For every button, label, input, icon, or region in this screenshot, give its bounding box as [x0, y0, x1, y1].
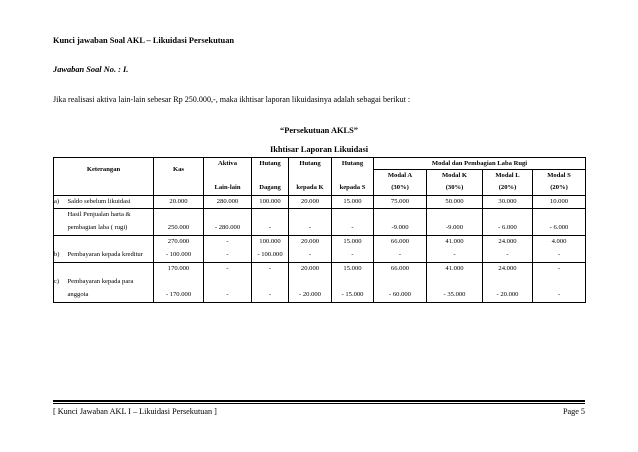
cell-hk	[289, 276, 332, 289]
cell-ma	[374, 209, 427, 222]
table-row	[54, 263, 586, 276]
row-description: anggota	[68, 289, 154, 303]
cell-ml: 24.000	[483, 263, 533, 276]
header-hutang-dagang-sub: Dagang	[252, 182, 289, 196]
report-company-title: “Persekutuan AKLS”	[280, 126, 358, 135]
cell-hd: -	[252, 222, 289, 236]
cell-mk: -9.000	[427, 222, 483, 236]
cell-kas: - 170.000	[154, 289, 204, 303]
cell-mk: 41.000	[427, 263, 483, 276]
cell-aktiva: -	[204, 289, 252, 303]
header-modal-s-pct: (20%)	[533, 182, 586, 196]
header-hutang-s-sub: kepada S	[332, 182, 374, 196]
cell-ms: - 6.000	[533, 222, 586, 236]
cell-hs: 15.000	[332, 196, 374, 209]
table-row	[54, 222, 586, 236]
cell-ms	[533, 276, 586, 289]
row-description: Hasil Penjualan harta &	[67, 211, 131, 219]
cell-hk: -	[289, 222, 332, 236]
header-aktiva-2	[204, 170, 252, 182]
footer-divider-thin	[53, 403, 585, 404]
cell-kas: 270.000	[154, 236, 204, 249]
row-label	[54, 209, 68, 222]
cell-hd: -	[252, 263, 289, 276]
header-hutang-k-sub: kepada K	[289, 182, 332, 196]
cell-hs: - 15.000	[332, 289, 374, 303]
cell-ms	[533, 209, 586, 222]
table-row	[54, 289, 586, 303]
header-modal-group: Modal dan Pembagian Laba Rugi	[374, 158, 586, 170]
cell-hk	[289, 209, 332, 222]
row-description: pembagian laba ( rugi)	[68, 222, 154, 236]
row-label	[54, 222, 68, 236]
cell-hk: 20.000	[289, 263, 332, 276]
row-label: b)	[54, 249, 68, 263]
cell-ml	[483, 276, 533, 289]
row-description: Pembayaran kepada kreditur	[68, 249, 154, 263]
question-subtitle: Jawaban Soal No. : I.	[53, 65, 129, 74]
cell-hk: 20.000	[289, 236, 332, 249]
cell-hs	[332, 276, 374, 289]
row-label	[54, 289, 68, 303]
cell-aktiva: -	[204, 236, 252, 249]
cell-kas: 250.000	[154, 222, 204, 236]
cell-kas	[154, 209, 204, 222]
cell-hs: 15.000	[332, 236, 374, 249]
header-modal-l-pct: (20%)	[483, 182, 533, 196]
cell-hd: -	[252, 289, 289, 303]
cell-aktiva	[204, 276, 252, 289]
cell-ms: -	[533, 249, 586, 263]
header-kas-spacer	[154, 182, 204, 196]
cell-ms: 10.000	[533, 196, 586, 209]
cell-kas: 170.000	[154, 263, 204, 276]
header-modal-a: Modal A	[374, 170, 427, 182]
cell-ml: 24.000	[483, 236, 533, 249]
table-row	[54, 209, 586, 222]
row-label	[54, 236, 68, 249]
header-hutang-k: Hutang	[289, 158, 332, 170]
cell-hk: 20.000	[289, 196, 332, 209]
cell-hk: -	[289, 249, 332, 263]
cell-hs	[332, 209, 374, 222]
cell-hd	[252, 276, 289, 289]
header-hutang-dagang-2	[252, 170, 289, 182]
header-hutang-dagang: Hutang	[252, 158, 289, 170]
cell-aktiva: 280.000	[204, 196, 252, 209]
cell-aktiva: -	[204, 249, 252, 263]
row-label	[54, 263, 68, 276]
cell-ml: - 20.000	[483, 289, 533, 303]
cell-hd: 100.000	[252, 196, 289, 209]
cell-ms: -	[533, 263, 586, 276]
cell-hd: 100.000	[252, 236, 289, 249]
row-label: a)	[54, 196, 68, 209]
cell-ma: 66.000	[374, 236, 427, 249]
cell-ma: 75.000	[374, 196, 427, 209]
cell-ml	[483, 209, 533, 222]
header-modal-k-pct: (30%)	[427, 182, 483, 196]
row-description: Pembayaran kepada para	[67, 278, 134, 285]
cell-hd	[252, 209, 289, 222]
row-description	[68, 263, 154, 276]
cell-ms: -	[533, 289, 586, 303]
footer-divider	[53, 400, 585, 402]
header-hutang-k-2	[289, 170, 332, 182]
cell-mk: 50.000	[427, 196, 483, 209]
row-description	[68, 236, 154, 249]
table-body	[54, 196, 586, 303]
cell-ma: -9.000	[374, 222, 427, 236]
header-modal-l: Modal L	[483, 170, 533, 182]
table-row	[54, 276, 586, 289]
cell-ma: 66.000	[374, 263, 427, 276]
cell-ma: - 60.000	[374, 289, 427, 303]
header-aktiva-sub: Lain-lain	[204, 182, 252, 196]
header-modal-s: Modal S	[533, 170, 586, 182]
table-row	[54, 249, 586, 263]
cell-aktiva: - 280.000	[204, 222, 252, 236]
liquidation-table	[53, 157, 586, 303]
cell-mk: 41.000	[427, 236, 483, 249]
cell-kas: 20.000	[154, 196, 204, 209]
header-hutang-s: Hutang	[332, 158, 374, 170]
document-title: Kunci jawaban Soal AKL – Likuidasi Persekutuan	[53, 36, 235, 45]
table-row	[54, 196, 586, 209]
report-title: Ikhtisar Laporan Likuidasi	[269, 145, 369, 154]
header-kas: Kas	[154, 158, 204, 182]
cell-ma	[374, 276, 427, 289]
header-modal-k: Modal K	[427, 170, 483, 182]
cell-aktiva: -	[204, 263, 252, 276]
intro-paragraph: Jika realisasi aktiva lain-lain sebesar Rp 250.000,-, maka ikhtisar laporan likuidasinya adalah sebagai berikut :	[53, 95, 411, 104]
header-keterangan: Keterangan	[54, 158, 154, 182]
cell-hd: - 100.000	[252, 249, 289, 263]
header-aktiva: Aktiva	[204, 158, 252, 170]
cell-hs: -	[332, 222, 374, 236]
row-description: Saldo sebelum likuidasi	[68, 196, 154, 209]
cell-mk	[427, 276, 483, 289]
cell-hs: -	[332, 249, 374, 263]
cell-kas	[154, 276, 204, 289]
cell-ms: 4.000	[533, 236, 586, 249]
cell-ma: -	[374, 249, 427, 263]
cell-mk: -	[427, 249, 483, 263]
table-row	[54, 236, 586, 249]
page-number: Page 5	[562, 407, 585, 416]
header-hutang-s-2	[332, 170, 374, 182]
header-keterangan-spacer	[54, 182, 154, 196]
row-label: c)	[54, 276, 68, 289]
cell-hk: - 20.000	[289, 289, 332, 303]
cell-mk: - 35.000	[427, 289, 483, 303]
cell-kas: - 100.000	[154, 249, 204, 263]
cell-hs: 15.000	[332, 263, 374, 276]
cell-mk	[427, 209, 483, 222]
cell-ml: -	[483, 249, 533, 263]
header-modal-a-pct: (30%)	[374, 182, 427, 196]
footer-title: [ Kunci Jawaban AKL I – Likuidasi Persekutuan ]	[53, 407, 217, 416]
cell-aktiva	[204, 209, 252, 222]
cell-ml: - 6.000	[483, 222, 533, 236]
cell-ml: 30.000	[483, 196, 533, 209]
